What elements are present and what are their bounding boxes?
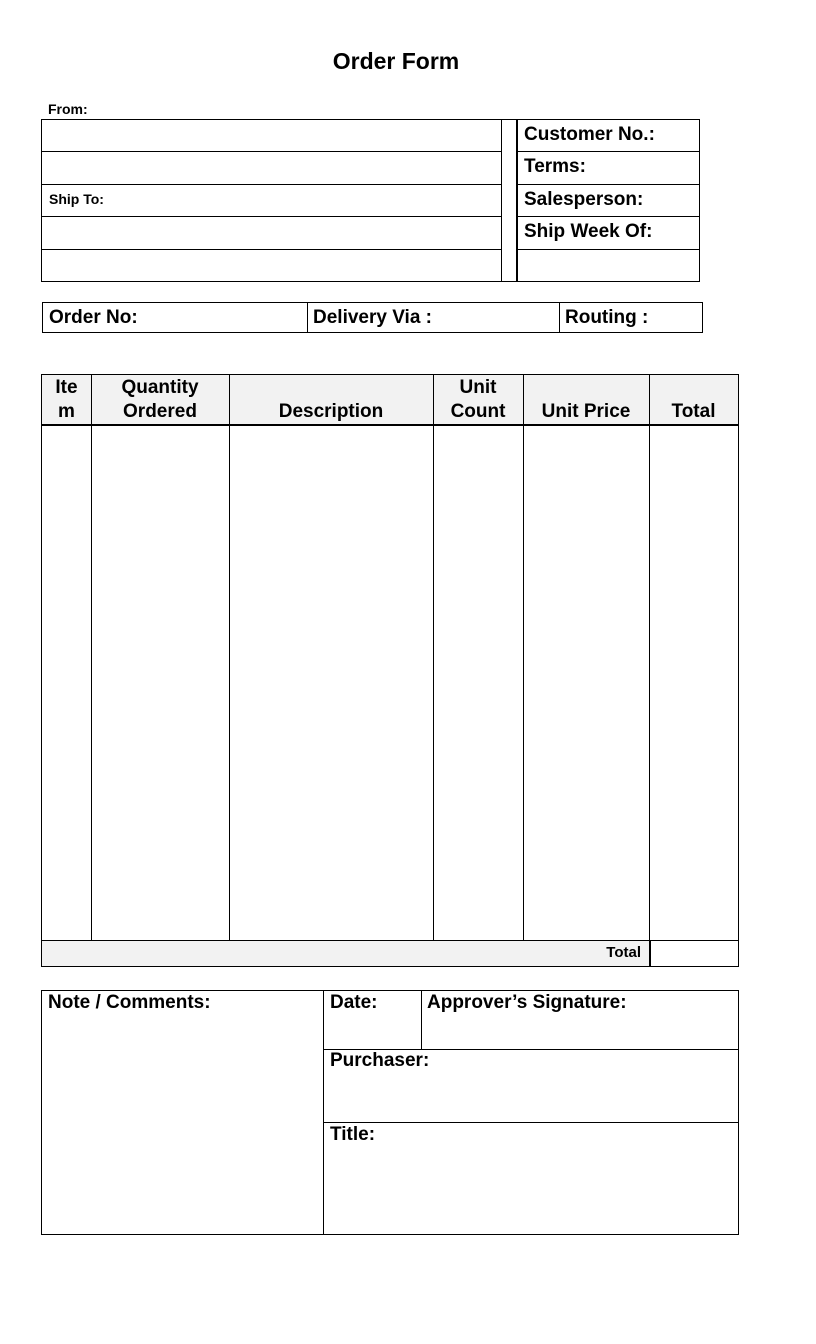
from-line-1[interactable] bbox=[42, 120, 501, 151]
description-column-header: Description bbox=[278, 401, 384, 422]
address-divider bbox=[42, 184, 501, 185]
customer-divider bbox=[518, 151, 699, 152]
order-divider bbox=[307, 303, 308, 332]
ship-week-label: Ship Week Of: bbox=[524, 221, 653, 242]
header-text: Ite bbox=[55, 377, 78, 398]
footer-divider bbox=[421, 991, 422, 1049]
header-text: Quantity bbox=[121, 377, 199, 398]
salesperson-label: Salesperson: bbox=[524, 189, 644, 210]
header-text: m bbox=[58, 401, 75, 422]
notes-input[interactable] bbox=[42, 1020, 321, 1233]
header-text: Unit bbox=[459, 377, 497, 398]
customer-no-label: Customer No.: bbox=[524, 124, 655, 145]
from-label: From: bbox=[48, 101, 88, 117]
approver-signature-label: Approver’s Signature: bbox=[427, 992, 627, 1013]
total-row-label: Total bbox=[606, 944, 641, 961]
terms-label: Terms: bbox=[524, 156, 586, 177]
footer-divider bbox=[323, 1122, 738, 1123]
order-divider bbox=[559, 303, 560, 332]
unit-count-column-header bbox=[433, 376, 523, 424]
from-line-2[interactable] bbox=[42, 152, 501, 184]
unit-price-column-header: Unit Price bbox=[541, 401, 631, 422]
date-label: Date: bbox=[330, 992, 378, 1013]
line-items-entry-area[interactable] bbox=[42, 425, 738, 940]
header-text: Count bbox=[450, 401, 506, 422]
order-no-label: Order No: bbox=[49, 307, 138, 328]
page-title: Order Form bbox=[332, 48, 460, 74]
total-column-header: Total bbox=[671, 401, 716, 422]
address-spacer-divider bbox=[501, 120, 502, 281]
grand-total-cell[interactable] bbox=[649, 941, 738, 966]
quantity-column-header bbox=[91, 376, 229, 424]
ship-to-line-2[interactable] bbox=[42, 249, 501, 281]
header-text: Ordered bbox=[123, 401, 197, 422]
ship-to-label: Ship To: bbox=[49, 191, 104, 207]
notes-label: Note / Comments: bbox=[48, 992, 211, 1013]
ship-to-line-1[interactable] bbox=[42, 217, 501, 249]
title-label: Title: bbox=[330, 1124, 376, 1145]
purchaser-label: Purchaser: bbox=[330, 1050, 430, 1071]
customer-divider bbox=[518, 249, 699, 250]
customer-divider bbox=[518, 184, 699, 185]
footer-divider bbox=[323, 991, 324, 1234]
customer-divider bbox=[518, 216, 699, 217]
item-column-header bbox=[42, 376, 91, 424]
delivery-via-label: Delivery Via : bbox=[313, 307, 433, 328]
routing-label: Routing : bbox=[565, 307, 649, 328]
